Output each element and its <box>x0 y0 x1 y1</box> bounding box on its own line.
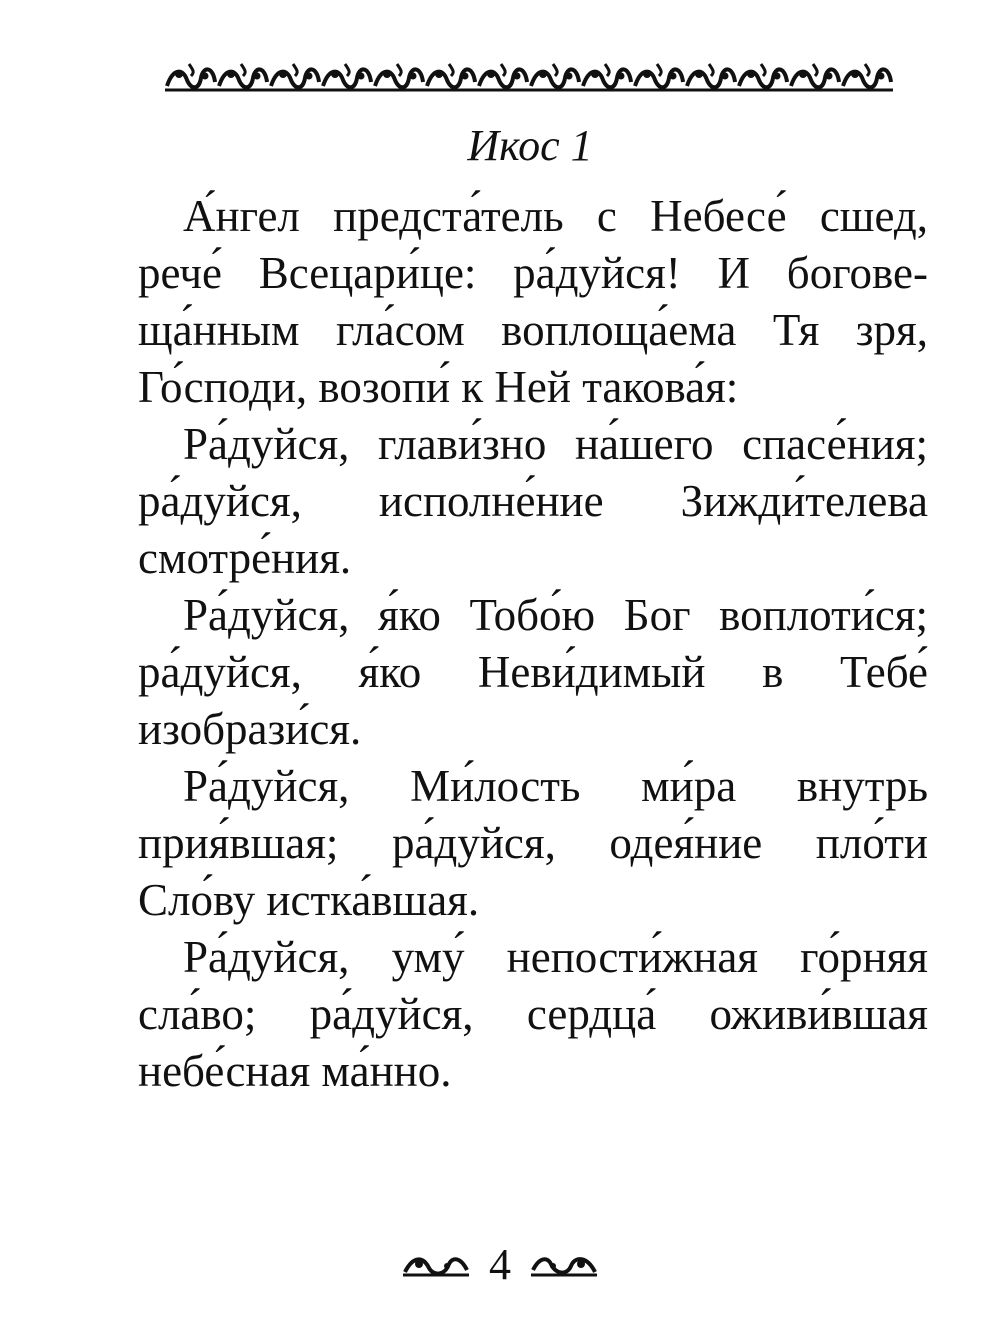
paragraph: Ра́дуйся, я́ко Тобо́ю Бог воплоти́ся; ра́дуйся, я́ко Неви́димый в Тебе́ изобрази́ся. <box>138 590 928 754</box>
paragraph: Ра́дуйся, глави́зно на́шего спасе́ния; ра́дуйся, исполне́ние Зижди́телева смотре́ния. <box>138 419 928 583</box>
paragraph: Ра́дуйся, Ми́лость ми́ра внутрь прия́вшая; ра́дуйся, одея́ние пло́ти Сло́ву истка́вшая. <box>138 761 928 925</box>
page-footer <box>0 1240 1000 1290</box>
paragraph: А́нгел предста́тель с Небесе́ сшед, рече́ Всецари́це: ра́дуйся! И боговеща́нным гла́сом воплоща́ема Тя зря, Го́споди, возопи́ к Ней такова́я: <box>138 191 928 412</box>
section-heading: Икос 1 <box>467 121 593 170</box>
paragraph: Ра́дуйся, уму́ непости́жная го́рняя сла́во; ра́дуйся, сердца́ оживи́вшая небе́сная ма́нно. <box>138 932 928 1096</box>
prayer-text <box>138 188 928 1100</box>
floral-ornament-icon <box>529 1252 599 1278</box>
floral-ornament-icon <box>401 1252 471 1278</box>
page-number: 4 <box>489 1240 511 1289</box>
ornamental-band-icon <box>165 60 893 94</box>
